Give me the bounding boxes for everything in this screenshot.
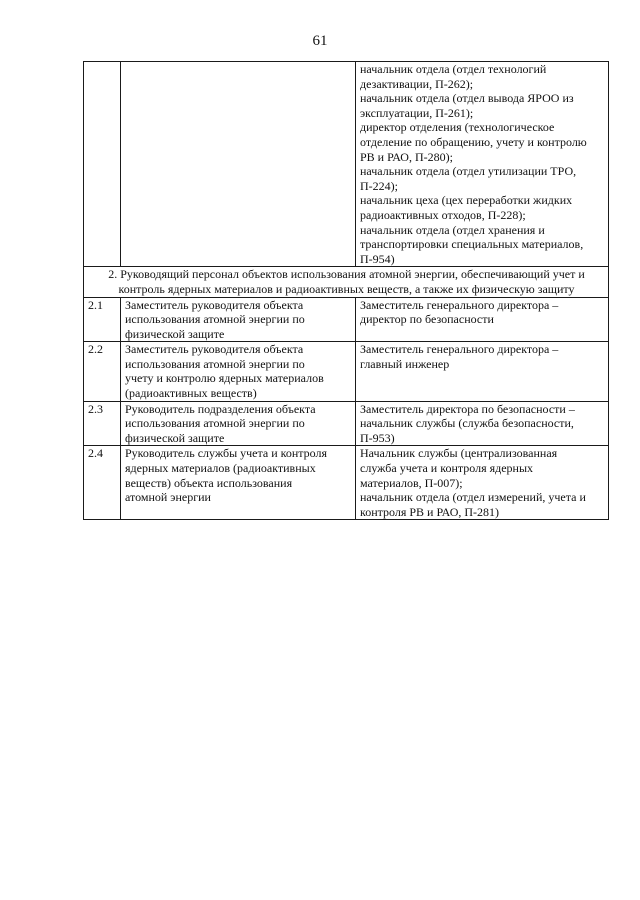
- responsible-text: Начальник службы (централизованная служба учета и контроля ядерных материалов, П-007); начальник отдела (отдел измерений, учета и контроля РВ и РАО, П-281): [360, 446, 586, 519]
- positions-table: [83, 61, 609, 520]
- responsible-cell: [356, 342, 609, 401]
- responsible-text: начальник отдела (отдел технологий дезактивации, П-262); начальник отдела (отдел вывода ЯРОО из эксплуатации, П-261); директор отделения (технологическое отделение по обращению, учету и контролю РВ и РАО, П-280); начальник отдела (отдел утилизации ТРО, П-224); начальник цеха (цех переработки жидких радиоактивных отходов, П-228); начальник отдела (отдел хранения и транспортировки специальных материалов, П-954): [360, 62, 587, 266]
- row-number-cell: [84, 401, 121, 446]
- responsible-text: Заместитель генерального директора – директор по безопасности: [360, 297, 559, 327]
- responsible-cell: [356, 62, 609, 267]
- responsible-cell: [356, 446, 609, 520]
- position-cell: [121, 342, 356, 401]
- responsible-text: Заместитель генерального директора – главный инженер: [360, 342, 559, 371]
- row-number: 2.4: [88, 446, 103, 461]
- position-text: Заместитель руководителя объекта использования атомной энергии по физической защите: [125, 297, 305, 341]
- responsible-cell: [356, 297, 609, 342]
- row-number: 2.1: [88, 297, 103, 312]
- table-row: [84, 342, 609, 401]
- section-header-cell: [84, 267, 609, 297]
- position-text: Руководитель службы учета и контроля ядерных материалов (радиоактивных веществ) объекта использования атомной энергии: [125, 446, 328, 505]
- row-number-cell: [84, 342, 121, 401]
- table-row: [84, 297, 609, 342]
- row-number-cell: [84, 446, 121, 520]
- position-cell: [121, 446, 356, 520]
- section-title: 2. Руководящий персонал объектов использования атомной энергии, обеспечивающий учет и контроль ядерных материалов и радиоактивных веществ, а также их физическую защиту: [108, 267, 585, 296]
- responsible-text: Заместитель директора по безопасности – начальник службы (служба безопасности, П-953): [360, 401, 575, 445]
- table-row: [84, 401, 609, 446]
- position-cell: [121, 297, 356, 342]
- position-text: Руководитель подразделения объекта использования атомной энергии по физической защите: [125, 401, 316, 445]
- table-row: [84, 446, 609, 520]
- row-number-cell: [84, 62, 121, 267]
- row-number: 2.3: [88, 401, 103, 416]
- position-text: Заместитель руководителя объекта использования атомной энергии по учету и контролю ядерных материалов (радиоактивных веществ): [125, 342, 324, 401]
- row-number-cell: [84, 297, 121, 342]
- section-header-row: [84, 267, 609, 297]
- responsible-cell: [356, 401, 609, 446]
- table-row-continuation: [84, 62, 609, 267]
- page-number: 61: [312, 33, 328, 49]
- row-number: 2.2: [88, 342, 103, 357]
- position-cell: [121, 401, 356, 446]
- position-cell: [121, 62, 356, 267]
